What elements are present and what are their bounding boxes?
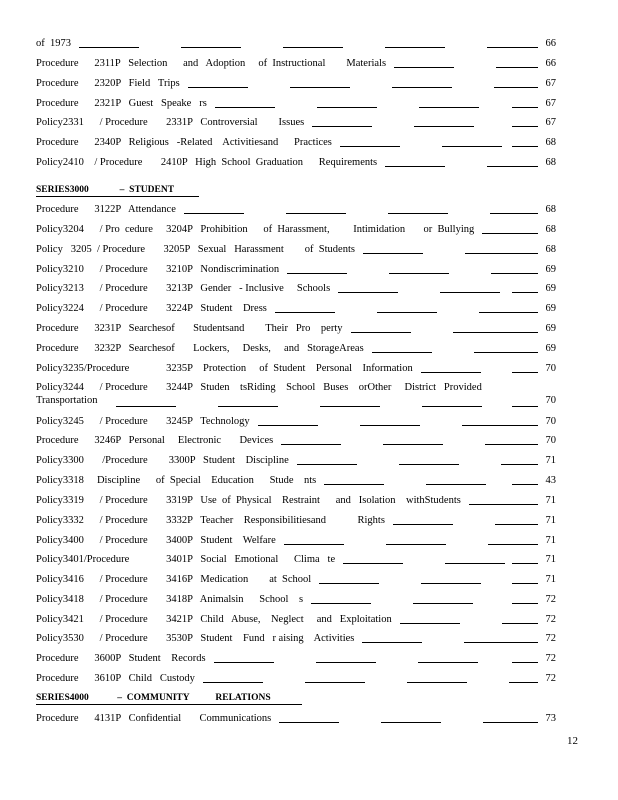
toc-entry-title: Policy3418 / Procedure 3418P Animalsin School s bbox=[36, 594, 304, 605]
leader-rule bbox=[512, 273, 538, 274]
toc-entry-title: Policy3530 / Procedure 3530P Student Fund r aising Activities bbox=[36, 633, 355, 644]
toc-entry bbox=[36, 415, 556, 428]
leader-rule bbox=[388, 213, 448, 214]
leader-rule bbox=[389, 273, 449, 274]
leader-rule bbox=[512, 352, 538, 353]
toc-entry bbox=[36, 553, 556, 566]
toc-entry-title: Policy3244 / Procedure 3244P Studen tsRiding School Buses orOther District Provided Transportation bbox=[36, 382, 482, 406]
leader-rule bbox=[393, 524, 453, 525]
toc-entry-page: 70 bbox=[545, 416, 556, 427]
toc-entry-page: 67 bbox=[545, 78, 556, 89]
section-underline bbox=[36, 704, 302, 705]
leader-rule bbox=[512, 464, 538, 465]
leader-rule bbox=[512, 603, 538, 604]
toc-entry-page: 71 bbox=[545, 495, 556, 506]
leader-rule bbox=[343, 563, 403, 564]
toc-entry-title: Policy3300 /Procedure 3300P Student Discipline bbox=[36, 455, 289, 466]
toc-entry-title: Procedure 3232P Searchesof Lockers, Desks, and StorageAreas bbox=[36, 343, 364, 354]
leader-rule bbox=[512, 372, 538, 373]
toc-entry bbox=[36, 494, 556, 507]
leader-rule bbox=[215, 107, 275, 108]
toc-entry bbox=[36, 613, 556, 626]
leader-rule bbox=[386, 544, 446, 545]
toc-entry-page: 72 bbox=[545, 633, 556, 644]
leader-rule bbox=[512, 563, 538, 564]
section-heading-community-relations: SERIES4000 – COMMUNITY RELATIONS bbox=[36, 693, 271, 703]
leader-rule bbox=[181, 47, 241, 48]
leader-rule bbox=[297, 464, 357, 465]
leader-rule bbox=[512, 87, 538, 88]
toc-entry bbox=[36, 534, 556, 547]
toc-entry bbox=[36, 672, 556, 685]
leader-rule bbox=[512, 406, 538, 407]
leader-rule bbox=[324, 484, 384, 485]
toc-entry bbox=[36, 57, 556, 70]
leader-rule bbox=[421, 583, 481, 584]
leader-rule bbox=[320, 406, 380, 407]
toc-entry bbox=[36, 203, 556, 216]
toc-entry bbox=[36, 302, 556, 315]
toc-entry bbox=[36, 156, 556, 169]
toc-entry-page: 69 bbox=[545, 323, 556, 334]
toc-entry bbox=[36, 77, 556, 90]
leader-rule bbox=[512, 642, 538, 643]
leader-rule bbox=[418, 662, 478, 663]
leader-rule bbox=[512, 332, 538, 333]
leader-rule bbox=[188, 87, 248, 88]
toc-entry-page: 67 bbox=[545, 98, 556, 109]
toc-entry bbox=[36, 514, 556, 527]
toc-entry-title: Policy3204 / Pro cedure 3204P Prohibition of Harassment, Intimidation or Bullying bbox=[36, 224, 475, 235]
toc-entry-page: 72 bbox=[545, 614, 556, 625]
leader-rule bbox=[512, 484, 538, 485]
leader-rule bbox=[399, 464, 459, 465]
leader-rule bbox=[512, 233, 538, 234]
toc-entry bbox=[36, 381, 556, 407]
toc-entry-title: Procedure 3610P Child Custody bbox=[36, 673, 195, 684]
toc-entry-title: Procedure 3246P Personal Electronic Devices bbox=[36, 435, 274, 446]
toc-entry-page: 70 bbox=[545, 435, 556, 446]
leader-rule bbox=[79, 47, 139, 48]
toc-entry bbox=[36, 632, 556, 645]
leader-rule bbox=[316, 662, 376, 663]
toc-entry bbox=[36, 474, 556, 487]
leader-rule bbox=[512, 107, 538, 108]
toc-entry-title: Procedure 3600P Student Records bbox=[36, 653, 206, 664]
leader-rule bbox=[372, 352, 432, 353]
leader-rule bbox=[512, 253, 538, 254]
leader-rule bbox=[512, 312, 538, 313]
leader-rule bbox=[426, 484, 486, 485]
toc-entry-page: 68 bbox=[545, 244, 556, 255]
toc-entry-page: 72 bbox=[545, 653, 556, 664]
toc-entry-page: 69 bbox=[545, 264, 556, 275]
leader-rule bbox=[284, 544, 344, 545]
toc-entry bbox=[36, 593, 556, 606]
leader-rule bbox=[362, 642, 422, 643]
leader-rule bbox=[512, 292, 538, 293]
leader-rule bbox=[394, 67, 454, 68]
toc-entry-title: Policy3421 / Procedure 3421P Child Abuse, Neglect and Exploitation bbox=[36, 614, 392, 625]
toc-entry-page: 72 bbox=[545, 594, 556, 605]
toc-entry-page: 66 bbox=[545, 38, 556, 49]
leader-rule bbox=[258, 425, 318, 426]
leader-rule bbox=[381, 722, 441, 723]
toc-entry-page: 68 bbox=[545, 224, 556, 235]
toc-entry-title: Policy3224 / Procedure 3224P Student Dress bbox=[36, 303, 267, 314]
leader-rule bbox=[385, 166, 445, 167]
toc-entry bbox=[36, 652, 556, 665]
leader-rule bbox=[453, 332, 513, 333]
leader-rule bbox=[305, 682, 365, 683]
leader-rule bbox=[392, 87, 452, 88]
toc-entry-title: Policy3401/Procedure 3401P Social Emotional Clima te bbox=[36, 554, 336, 565]
toc-entry-page: 69 bbox=[545, 283, 556, 294]
toc-entry bbox=[36, 263, 556, 276]
toc-entry-title: Policy3318 Discipline of Special Education Stude nts bbox=[36, 475, 317, 486]
toc-entry-title: Policy 3205 / Procedure 3205P Sexual Harassment of Students bbox=[36, 244, 355, 255]
leader-rule bbox=[317, 107, 377, 108]
toc-entry-page: 72 bbox=[545, 673, 556, 684]
toc-entry bbox=[36, 243, 556, 256]
toc-entry-page: 70 bbox=[545, 363, 556, 374]
toc-entry bbox=[36, 342, 556, 355]
toc-entry-title: Procedure 2340P Religious -Related Activitiesand Practices bbox=[36, 137, 332, 148]
toc-entry bbox=[36, 223, 556, 236]
toc-entry-title: Policy3245 / Procedure 3245P Technology bbox=[36, 416, 250, 427]
section-underline bbox=[36, 196, 199, 197]
toc-entry-title: Policy3213 / Procedure 3213P Gender - Inclusive Schools bbox=[36, 283, 331, 294]
leader-rule bbox=[283, 47, 343, 48]
leader-rule bbox=[116, 406, 176, 407]
leader-rule bbox=[287, 273, 347, 274]
toc-entry bbox=[36, 97, 556, 110]
leader-rule bbox=[360, 425, 420, 426]
leader-rule bbox=[286, 213, 346, 214]
toc-entry bbox=[36, 712, 556, 725]
toc-entry-title: Policy2410 / Procedure 2410P High School Graduation Requirements bbox=[36, 157, 378, 168]
leader-rule bbox=[363, 253, 423, 254]
toc-entry-title: Procedure 2321P Guest Speake rs bbox=[36, 98, 207, 109]
leader-rule bbox=[385, 47, 445, 48]
toc-entry-page: 68 bbox=[545, 157, 556, 168]
toc-entry-title: Policy3319 / Procedure 3319P Use of Physical Restraint and Isolation withStudents bbox=[36, 495, 461, 506]
toc-entry-page: 68 bbox=[545, 137, 556, 148]
leader-rule bbox=[512, 444, 538, 445]
leader-rule bbox=[512, 623, 538, 624]
leader-rule bbox=[377, 312, 437, 313]
page-number: 12 bbox=[567, 735, 578, 747]
leader-rule bbox=[414, 126, 474, 127]
section-heading-student: SERIES3000 – STUDENT bbox=[36, 185, 175, 195]
leader-rule bbox=[319, 583, 379, 584]
leader-rule bbox=[512, 67, 538, 68]
toc-entry-title: of 1973 bbox=[36, 38, 71, 49]
leader-rule bbox=[419, 107, 479, 108]
toc-entry-title: Procedure 2320P Field Trips bbox=[36, 78, 180, 89]
leader-rule bbox=[512, 213, 538, 214]
toc-entry-title: Procedure 3122P Attendance bbox=[36, 204, 176, 215]
leader-rule bbox=[440, 292, 500, 293]
leader-rule bbox=[340, 146, 400, 147]
leader-rule bbox=[512, 662, 538, 663]
leader-rule bbox=[275, 312, 335, 313]
leader-rule bbox=[512, 524, 538, 525]
leader-rule bbox=[281, 444, 341, 445]
toc-entry-title: Policy2331 / Procedure 2331P Controversial Issues bbox=[36, 117, 305, 128]
leader-rule bbox=[421, 372, 481, 373]
leader-rule bbox=[351, 332, 411, 333]
toc-entry-title: Policy3332 / Procedure 3332P Teacher Responsibilitiesand Rights bbox=[36, 515, 385, 526]
leader-rule bbox=[512, 146, 538, 147]
leader-rule bbox=[312, 126, 372, 127]
toc-entry-page: 68 bbox=[545, 204, 556, 215]
leader-rule bbox=[218, 406, 278, 407]
toc-entry bbox=[36, 322, 556, 335]
toc-entry bbox=[36, 434, 556, 447]
toc-entry-page: 66 bbox=[545, 58, 556, 69]
leader-rule bbox=[400, 623, 460, 624]
toc-entry-title: Policy3235/Procedure 3235P Protection of Student Personal Information bbox=[36, 363, 413, 374]
leader-rule bbox=[279, 722, 339, 723]
leader-rule bbox=[512, 722, 538, 723]
toc-entry-title: Procedure 2311P Selection and Adoption of Instructional Materials bbox=[36, 58, 387, 69]
toc-entry bbox=[36, 362, 556, 375]
toc-entry bbox=[36, 37, 556, 50]
leader-rule bbox=[512, 166, 538, 167]
toc-entry-title: Procedure 4131P Confidential Communications bbox=[36, 713, 272, 724]
leader-rule bbox=[383, 444, 443, 445]
toc-entry bbox=[36, 454, 556, 467]
toc-entry-page: 43 bbox=[545, 475, 556, 486]
leader-rule bbox=[338, 292, 398, 293]
toc-entry-page: 71 bbox=[545, 455, 556, 466]
toc-entry-page: 70 bbox=[545, 395, 556, 406]
leader-rule bbox=[203, 682, 263, 683]
toc-entry bbox=[36, 136, 556, 149]
leader-rule bbox=[214, 662, 274, 663]
toc-entry-page: 71 bbox=[545, 535, 556, 546]
leader-rule bbox=[413, 603, 473, 604]
leader-rule bbox=[512, 544, 538, 545]
leader-rule bbox=[512, 425, 538, 426]
leader-rule bbox=[311, 603, 371, 604]
leader-rule bbox=[512, 583, 538, 584]
toc-entry-page: 71 bbox=[545, 515, 556, 526]
toc-entry bbox=[36, 282, 556, 295]
leader-rule bbox=[442, 146, 502, 147]
leader-rule bbox=[512, 504, 538, 505]
leader-rule bbox=[445, 563, 505, 564]
leader-rule bbox=[422, 406, 482, 407]
leader-rule bbox=[512, 47, 538, 48]
toc-entry-page: 73 bbox=[545, 713, 556, 724]
leader-rule bbox=[290, 87, 350, 88]
toc-entry-page: 67 bbox=[545, 117, 556, 128]
leader-rule bbox=[512, 682, 538, 683]
toc-entry-page: 71 bbox=[545, 554, 556, 565]
leader-rule bbox=[184, 213, 244, 214]
toc-entry-page: 71 bbox=[545, 574, 556, 585]
toc-entry-title: Policy3416 / Procedure 3416P Medication at School bbox=[36, 574, 312, 585]
toc-entry bbox=[36, 116, 556, 129]
leader-rule bbox=[407, 682, 467, 683]
toc-entry-title: Policy3210 / Procedure 3210P Nondiscrimination bbox=[36, 264, 280, 275]
toc-entry bbox=[36, 573, 556, 586]
toc-entry-page: 69 bbox=[545, 303, 556, 314]
toc-entry-title: Policy3400 / Procedure 3400P Student Welfare bbox=[36, 535, 276, 546]
toc-entry-title: Procedure 3231P Searchesof Studentsand Their Pro perty bbox=[36, 323, 343, 334]
toc-entry-page: 69 bbox=[545, 343, 556, 354]
leader-rule bbox=[512, 126, 538, 127]
